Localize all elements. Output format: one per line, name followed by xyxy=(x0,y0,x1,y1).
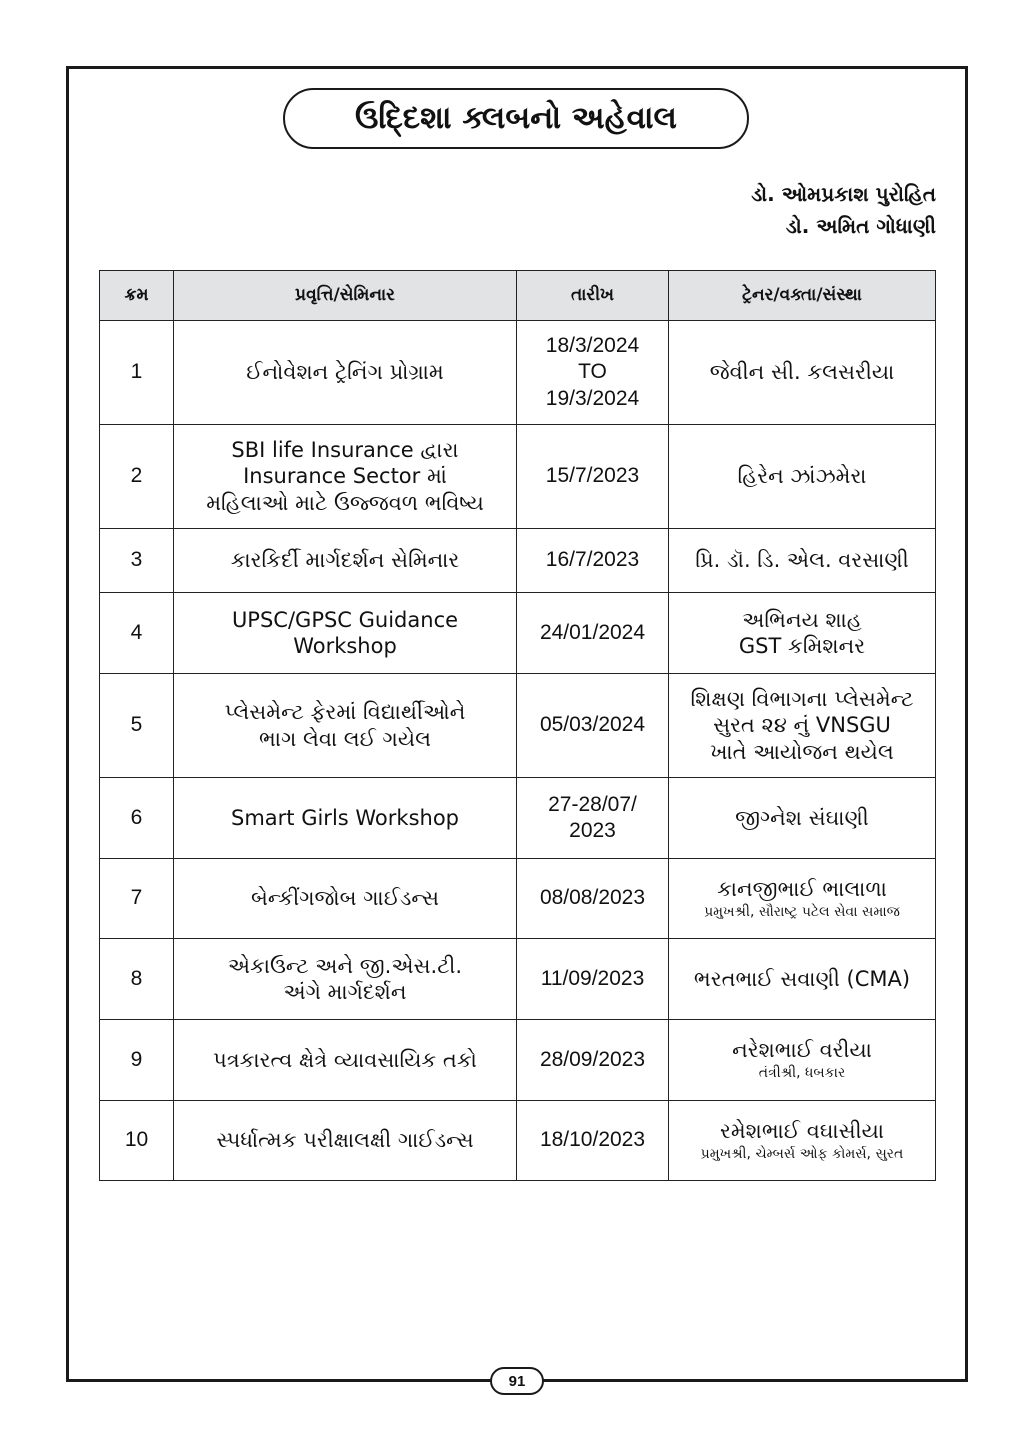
serial-cell xyxy=(100,529,174,593)
activity-cell xyxy=(174,529,517,593)
activity-cell-text: SBI life Insurance દ્વારા Insurance Sector માં મહિલાઓ માટે ઉજ્જવળ ભવિષ્ય xyxy=(206,438,484,515)
serial-cell-text: 5 xyxy=(130,713,143,737)
trainer-cell xyxy=(669,425,936,529)
serial-cell xyxy=(100,321,174,425)
date-cell xyxy=(517,674,669,778)
table-header-row xyxy=(100,271,936,321)
trainer-cell xyxy=(669,674,936,778)
trainer-subtitle: પ્રમુખશ્રી, ચેમ્બર્સ ઓફ કોમર્સ, સુરત xyxy=(700,1145,904,1162)
date-cell xyxy=(517,859,669,939)
serial-cell xyxy=(100,1101,174,1181)
date-cell xyxy=(517,1020,669,1101)
trainer-cell xyxy=(669,593,936,674)
header-date: તારીખ xyxy=(517,271,669,321)
trainer-cell-text: નરેશભાઈ વરીયા xyxy=(732,1038,872,1063)
activity-cell-text: Smart Girls Workshop xyxy=(231,805,459,830)
trainer-cell xyxy=(669,939,936,1020)
trainer-cell-text: ભરતભાઈ સવાણી (CMA) xyxy=(693,966,911,991)
trainer-cell xyxy=(669,529,936,593)
serial-cell-text: 10 xyxy=(124,1128,149,1152)
activity-cell xyxy=(174,859,517,939)
date-cell xyxy=(517,593,669,674)
table-row xyxy=(100,859,936,939)
trainer-cell xyxy=(669,321,936,425)
date-cell-text: 08/08/2023 xyxy=(539,886,646,910)
table-row xyxy=(100,321,936,425)
title-text: ઉદ્દિશા ક્લબનો અહેવાલ xyxy=(355,100,677,136)
trainer-cell xyxy=(669,778,936,859)
serial-cell xyxy=(100,859,174,939)
trainer-cell xyxy=(669,859,936,939)
trainer-subtitle: પ્રમુખશ્રી, સૌરાષ્ટ્ર પટેલ સેવા સમાજ xyxy=(704,903,900,920)
activity-cell xyxy=(174,1101,517,1181)
date-cell-text: 11/09/2023 xyxy=(540,966,645,990)
date-cell-text: 18/3/2024 TO 19/3/2024 xyxy=(545,334,640,410)
serial-cell-text: 4 xyxy=(130,620,143,644)
date-cell-text: 05/03/2024 xyxy=(539,713,646,737)
serial-cell xyxy=(100,593,174,674)
activity-cell-text: સ્પર્ધાત્મક પરીક્ષાલક્ષી ગાઈડન્સ xyxy=(216,1128,474,1153)
date-cell-text: 24/01/2024 xyxy=(539,620,646,644)
serial-cell-text: 6 xyxy=(130,805,143,829)
page-title xyxy=(283,88,749,149)
date-cell-text: 18/10/2023 xyxy=(539,1128,646,1152)
activity-cell-text: કારકિર્દી માર્ગદર્શન સેમિનાર xyxy=(230,548,460,573)
serial-cell-text: 8 xyxy=(130,966,143,990)
activity-cell xyxy=(174,593,517,674)
activity-cell xyxy=(174,674,517,778)
table-row xyxy=(100,529,936,593)
date-cell xyxy=(517,529,669,593)
activity-cell-text: પ્લેસમેન્ટ ફેરમાં વિદ્યાર્થીઓને ભાગ લેવા લઈ ગયેલ xyxy=(224,700,466,751)
serial-cell-text: 3 xyxy=(130,548,143,572)
serial-cell-text: 9 xyxy=(130,1047,143,1071)
page-number xyxy=(490,1367,544,1395)
author-1: ડો. ઓમપ્રકાશ પુરોહિત xyxy=(751,182,936,206)
date-cell-text: 15/7/2023 xyxy=(545,464,640,488)
date-cell-text: 16/7/2023 xyxy=(545,548,640,572)
authors xyxy=(751,178,936,242)
table-row xyxy=(100,425,936,529)
page-number-text: 91 xyxy=(508,1372,526,1390)
table-row xyxy=(100,593,936,674)
author-2: ડો. અમિત ગોધાણી xyxy=(785,214,936,238)
date-cell xyxy=(517,321,669,425)
table-row xyxy=(100,939,936,1020)
activity-cell xyxy=(174,321,517,425)
activity-cell-text: પત્રકારત્વ ક્ષેત્રે વ્યાવસાયિક તકો xyxy=(213,1047,477,1072)
trainer-cell-text: શિક્ષણ વિભાગના પ્લેસમેન્ટ સુરત ૨૪ નું VNSGU ખાતે આયોજન થયેલ xyxy=(690,687,914,764)
activity-cell-text: UPSC/GPSC Guidance Workshop xyxy=(231,607,459,658)
activity-cell-text: બેન્કીંગજોબ ગાઈડન્સ xyxy=(251,886,439,911)
trainer-subtitle: તંત્રીશ્રી, ધબકાર xyxy=(758,1065,846,1082)
serial-cell-text: 2 xyxy=(130,464,143,488)
trainer-cell xyxy=(669,1101,936,1181)
activity-cell xyxy=(174,939,517,1020)
serial-cell xyxy=(100,778,174,859)
trainer-cell-text: જેવીન સી. કલસરીયા xyxy=(709,360,895,385)
date-cell-text: 28/09/2023 xyxy=(539,1047,646,1071)
serial-cell-text: 1 xyxy=(130,360,143,384)
serial-cell xyxy=(100,425,174,529)
table-row xyxy=(100,674,936,778)
activity-cell xyxy=(174,1020,517,1101)
serial-cell-text: 7 xyxy=(130,886,143,910)
date-cell xyxy=(517,778,669,859)
header-trainer: ટ્રેનર/વક્તા/સંસ્થા xyxy=(669,271,936,321)
date-cell-text: 27-28/07/ 2023 xyxy=(548,792,637,842)
trainer-cell-text: અભિનય શાહ GST કમિશનર xyxy=(738,607,866,658)
trainer-cell-text: પ્રિ. ડૉ. ડિ. એલ. વરસાણી xyxy=(695,548,909,573)
date-cell xyxy=(517,939,669,1020)
trainer-cell-text: કાનજીભાઈ ભાલાળા xyxy=(717,876,887,901)
trainer-cell-text: હિરેન ઝાંઝમેરા xyxy=(737,464,867,489)
serial-cell xyxy=(100,1020,174,1101)
header-serial: ક્રમ xyxy=(100,271,174,321)
activity-cell xyxy=(174,425,517,529)
date-cell xyxy=(517,1101,669,1181)
trainer-cell xyxy=(669,1020,936,1101)
serial-cell xyxy=(100,939,174,1020)
serial-cell xyxy=(100,674,174,778)
table-row xyxy=(100,1101,936,1181)
activity-table xyxy=(99,270,936,1181)
table-row xyxy=(100,778,936,859)
trainer-cell-text: રમેશભાઈ વઘાસીયા xyxy=(719,1118,884,1143)
activity-cell-text: ઈનોવેશન ટ્રેનિંગ પ્રોગ્રામ xyxy=(246,360,444,385)
table-row xyxy=(100,1020,936,1101)
header-activity: પ્રવૃત્તિ/સેમિનાર xyxy=(174,271,517,321)
trainer-cell-text: જીગ્નેશ સંઘાણી xyxy=(735,805,869,830)
activity-cell xyxy=(174,778,517,859)
date-cell xyxy=(517,425,669,529)
activity-cell-text: એકાઉન્ટ અને જી.એસ.ટી. અંગે માર્ગદર્શન xyxy=(227,953,463,1004)
